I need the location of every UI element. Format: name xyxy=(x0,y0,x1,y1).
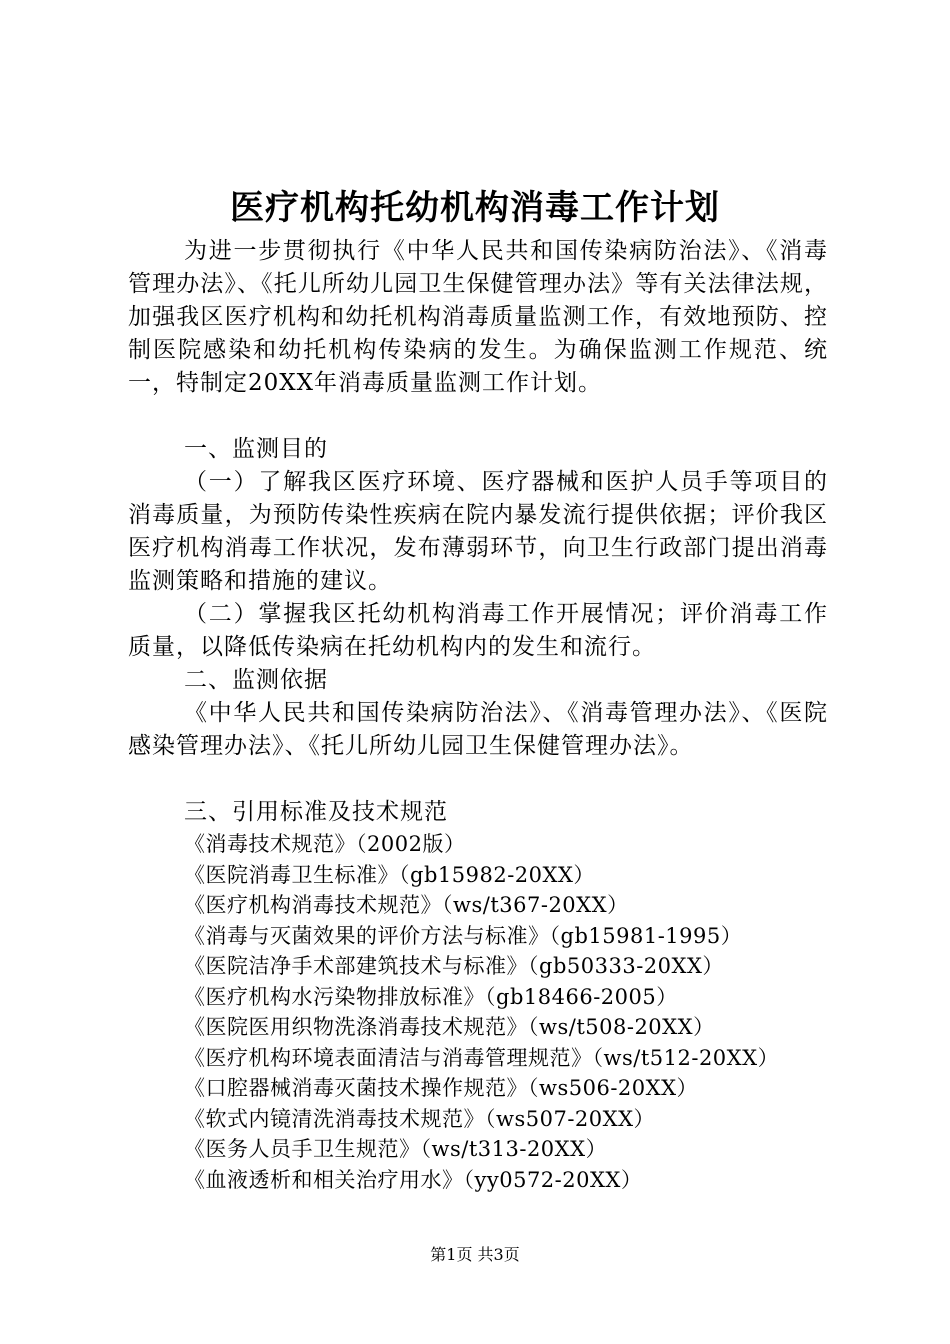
standard-item: 《医疗机构水污染物排放标准》（gb18466-2005） xyxy=(184,984,678,1009)
document-title: 医疗机构托幼机构消毒工作计划 xyxy=(230,188,720,228)
standard-item: 《血液透析和相关治疗用水》（yy0572-20XX） xyxy=(184,1167,643,1192)
standards-list xyxy=(128,829,828,1195)
intro-paragraph: 为进一步贯彻执行《中华人民共和国传染病防治法》、《消毒管理办法》、《托儿所幼儿园卫生保健管理办法》等有关法律法规，加强我区医疗机构和幼托机构消毒质量监测工作，有效地预防、控制医院感染和幼托机构传染病的发生。为确保监测工作规范、统一，特制定20XX年消毒质量监测工作计划。 xyxy=(128,238,828,396)
standard-item: 《医院消毒卫生标准》（gb15982-20XX） xyxy=(184,862,595,887)
standard-item: 《医疗机构环境表面清洁与消毒管理规范》（ws/t512-20XX） xyxy=(184,1045,780,1070)
section-heading-purpose: 一、监测目的 xyxy=(184,436,328,462)
basis-paragraph: 《中华人民共和国传染病防治法》、《消毒管理办法》、《医院感染管理办法》、《托儿所幼儿园卫生保健管理办法》。 xyxy=(128,700,828,759)
spacer xyxy=(128,400,828,433)
purpose-item-2: （二）掌握我区托幼机构消毒工作开展情况；评价消毒工作质量，以降低传染病在托幼机构内的发生和流行。 xyxy=(128,601,828,660)
page-footer: 第1页 共3页 xyxy=(430,1245,520,1264)
section-heading-standards: 三、引用标准及技术规范 xyxy=(184,799,448,825)
standard-item: 《医院洁净手术部建筑技术与标准》（gb50333-20XX） xyxy=(184,954,724,978)
standard-item: 《消毒与灭菌效果的评价方法与标准》（gb15981-1995） xyxy=(184,923,743,948)
standard-item: 《医务人员手卫生规范》（ws/t313-20XX） xyxy=(184,1137,608,1161)
document-body xyxy=(128,235,828,1195)
standard-item: 《消毒技术规范》（2002版） xyxy=(184,832,466,856)
section-heading-basis: 二、监测依据 xyxy=(184,667,328,693)
standard-item: 《口腔器械消毒灭菌技术操作规范》（ws506-20XX） xyxy=(184,1076,699,1100)
standard-item: 《医院医用织物洗涤消毒技术规范》（ws/t508-20XX） xyxy=(184,1015,715,1039)
standard-item: 《软式内镜清洗消毒技术规范》（ws507-20XX） xyxy=(184,1106,656,1131)
standard-item: 《医疗机构消毒技术规范》（ws/t367-20XX） xyxy=(184,893,629,917)
spacer xyxy=(128,763,828,796)
purpose-item-1: （一）了解我区医疗环境、医疗器械和医护人员手等项目的消毒质量，为预防传染性疾病在院内暴发流行提供依据；评价我区医疗机构消毒工作状况，发布薄弱环节，向卫生行政部门提出消毒监测策略和措施的建议。 xyxy=(128,469,828,594)
